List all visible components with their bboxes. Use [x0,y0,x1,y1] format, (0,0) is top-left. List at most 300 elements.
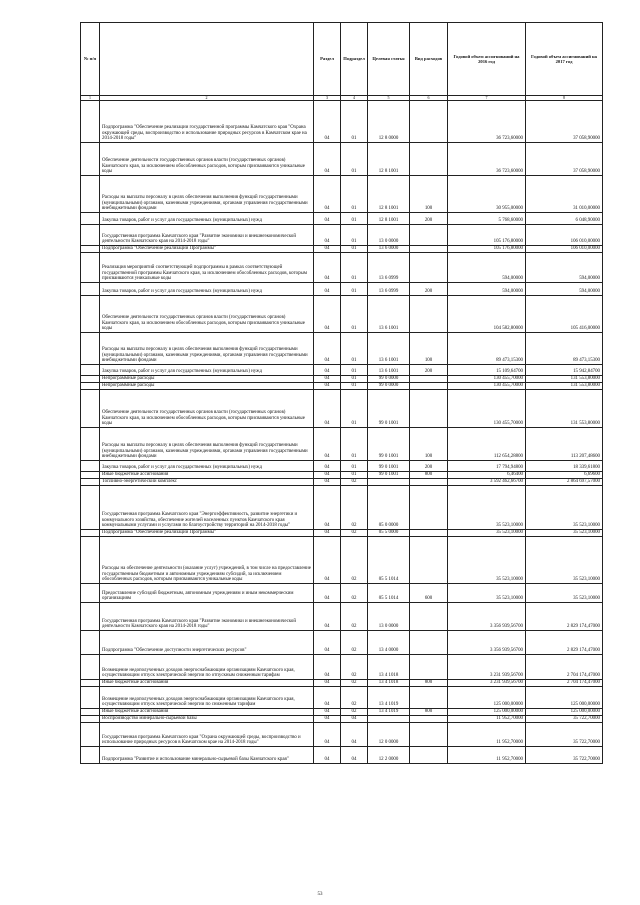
row-target: 05 5 1014 [368,537,410,584]
row-subsection: 02 [341,537,368,584]
row-num [81,143,100,176]
row-target [368,479,410,486]
row-amount-2016: 104 582,80000 [448,296,526,333]
table-row [81,723,603,747]
row-amount-2017: 89 473,15300 [526,333,603,365]
header-expense: Вид расходов [410,23,448,96]
row-expense [410,143,448,176]
row-amount-2016: 11 952,70000 [448,723,526,747]
row-section: 04 [314,225,341,246]
row-expense: 100 [410,428,448,461]
row-expense [410,479,448,486]
row-section: 04 [314,296,341,333]
row-subsection: 02 [341,530,368,537]
table-row [81,530,603,537]
row-amount-2017: 2 704 174,47000 [526,655,603,680]
row-amount-2017: 6 048,90000 [526,213,603,225]
row-name: Государственная программа Камчатского края "Охрана окружающей среды, воспроизводство и использование природных ресурсов в Камчатском крае на 2014-2018 годы" [100,723,314,747]
row-amount-2016: 3 231 939,56700 [448,680,526,687]
table-row [81,101,603,143]
table-row [81,283,603,296]
row-subsection: 01 [341,383,368,390]
row-amount-2017: 106 010,00000 [526,246,603,253]
row-section: 04 [314,687,341,709]
row-amount-2016: 6,46400 [448,472,526,479]
table-row [81,376,603,383]
table-row [81,603,603,631]
row-amount-2016: 594,00000 [448,253,526,283]
row-section: 04 [314,709,341,716]
row-amount-2016: 36 723,60000 [448,101,526,143]
row-section: 04 [314,584,341,603]
row-target: 13 4 0000 [368,631,410,655]
row-section: 04 [314,333,341,365]
row-amount-2017: 125 000,00000 [526,687,603,709]
table-body [81,101,603,764]
row-expense [410,253,448,283]
row-num [81,390,100,428]
row-subsection: 02 [341,584,368,603]
row-section: 04 [314,461,341,472]
row-amount-2017: 2 829 174,47000 [526,603,603,631]
row-subsection: 02 [341,709,368,716]
row-num [81,365,100,376]
row-subsection: 01 [341,101,368,143]
row-expense [410,486,448,530]
row-section: 04 [314,680,341,687]
row-subsection: 04 [341,747,368,764]
row-name: Топливно-энергетический комплекс [100,479,314,486]
table-row [81,747,603,764]
row-name: Обеспечение деятельности государственных органов власти (государственных органов) Камчатского края, за исключением обособленных расходов, которым присваиваются уникальные коды [100,390,314,428]
row-target: 12 8 1001 [368,143,410,176]
row-amount-2017: 37 058,90000 [526,101,603,143]
row-amount-2017: 2 829 174,47000 [526,631,603,655]
row-amount-2017: 105 416,00000 [526,296,603,333]
row-expense: 100 [410,176,448,213]
row-subsection: 04 [341,723,368,747]
header-2016: Годовой объем ассигнований на 2016 год [448,23,526,96]
table-row [81,365,603,376]
row-num [81,530,100,537]
row-subsection: 01 [341,390,368,428]
row-amount-2017: 6,69600 [526,472,603,479]
row-section: 04 [314,383,341,390]
row-subsection: 01 [341,225,368,246]
row-num [81,680,100,687]
row-name: Воспроизводство минерально-сырьевой базы [100,716,314,723]
colnum: 1 [81,96,100,101]
row-amount-2016: 130 455,70000 [448,383,526,390]
row-target: 13 4 1018 [368,655,410,680]
row-name: Государственная программа Камчатского края "Развитие экономики и внешнеэкономической деятельности Камчатского края на 2014-2018 годы" [100,225,314,246]
row-section: 04 [314,213,341,225]
table-row [81,472,603,479]
row-amount-2016: 105 176,80000 [448,246,526,253]
budget-table-page [80,22,602,764]
row-expense: 800 [410,472,448,479]
row-num [81,213,100,225]
row-num [81,486,100,530]
table-row [81,143,603,176]
row-expense [410,390,448,428]
budget-table [80,22,603,764]
row-section: 04 [314,486,341,530]
row-amount-2016: 105 176,80000 [448,225,526,246]
row-expense: 600 [410,584,448,603]
row-num [81,709,100,716]
page-number: 53 [317,892,323,897]
table-row [81,213,603,225]
row-expense [410,603,448,631]
row-amount-2016: 3 356 939,56700 [448,603,526,631]
row-name: Возмещение недополученных доходов энергоснабжающим организациям Камчатского края, осуществляющим отпуск электрической энергии по отпускным сниженным тарифам [100,655,314,680]
row-expense: 200 [410,213,448,225]
row-expense [410,530,448,537]
row-section: 04 [314,376,341,383]
row-amount-2017: 2 864 697,57000 [526,479,603,486]
row-amount-2017: 35 523,10000 [526,537,603,584]
row-expense: 200 [410,461,448,472]
table-row [81,176,603,213]
row-subsection: 02 [341,631,368,655]
row-amount-2016: 35 523,10000 [448,584,526,603]
table-row [81,246,603,253]
row-expense [410,101,448,143]
header-target: Целевая статья [368,23,410,96]
row-name: Подпрограмма "Обеспечение доступности энергетических ресурсов" [100,631,314,655]
header-row [81,23,603,96]
row-name: Иные бюджетные ассигнования [100,709,314,716]
table-row [81,383,603,390]
row-amount-2017: 131 553,80000 [526,383,603,390]
row-expense [410,225,448,246]
row-name: Возмещение недополученных доходов энергоснабжающим организациям Камчатского края, осуществляющим отпуск электрической энергии по сниженным тарифам [100,687,314,709]
row-amount-2017: 35 722,70000 [526,716,603,723]
row-num [81,461,100,472]
row-section: 04 [314,176,341,213]
row-section: 04 [314,631,341,655]
row-section: 04 [314,723,341,747]
row-num [81,603,100,631]
row-subsection: 01 [341,143,368,176]
row-amount-2017: 594,00000 [526,253,603,283]
row-amount-2016: 89 473,15300 [448,333,526,365]
row-amount-2017: 125 000,00000 [526,709,603,716]
row-amount-2016: 112 654,28800 [448,428,526,461]
row-name: Государственная программа Камчатского края "Энергоэффективность, развитие энергетики и коммунального хозяйства, обеспечение жителей населенных пунктов Камчатского края коммунальными услугами и услугами по благоустройству территорий на 2014-2018 годы" [100,486,314,530]
table-row [81,225,603,246]
table-row [81,461,603,472]
table-row [81,296,603,333]
row-name: Закупка товаров, работ и услуг для государственных (муниципальных) нужд [100,365,314,376]
row-target: 12 8 1001 [368,213,410,225]
row-num [81,428,100,461]
row-section: 04 [314,530,341,537]
row-amount-2016: 594,00000 [448,283,526,296]
row-amount-2017: 106 010,00000 [526,225,603,246]
row-subsection: 02 [341,479,368,486]
colnum: 7 [448,96,526,101]
row-amount-2017: 35 523,10000 [526,530,603,537]
row-num [81,655,100,680]
table-row [81,680,603,687]
row-target [368,716,410,723]
row-amount-2017: 35 523,10000 [526,584,603,603]
row-num [81,225,100,246]
table-row [81,631,603,655]
row-amount-2017: 594,00000 [526,283,603,296]
row-subsection: 02 [341,687,368,709]
row-target: 05 5 0000 [368,530,410,537]
row-amount-2017: 131 553,80000 [526,376,603,383]
row-target: 99 0 1001 [368,428,410,461]
row-amount-2016: 15 109,64700 [448,365,526,376]
row-amount-2017: 31 010,00000 [526,176,603,213]
row-amount-2016: 3 356 939,56700 [448,631,526,655]
table-row [81,486,603,530]
table-row [81,390,603,428]
colnum: 6 [410,96,448,101]
header-num: № п/п [81,23,100,96]
row-expense [410,687,448,709]
row-num [81,376,100,383]
row-amount-2017: 35 523,10000 [526,486,603,530]
row-target: 13 4 1018 [368,680,410,687]
row-expense [410,296,448,333]
table-row [81,709,603,716]
row-subsection: 02 [341,680,368,687]
row-name: Закупка товаров, работ и услуг для государственных (муниципальных) нужд [100,283,314,296]
row-name: Закупка товаров, работ и услуг для государственных (муниципальных) нужд [100,213,314,225]
row-section: 04 [314,428,341,461]
row-amount-2016: 11 952,70000 [448,716,526,723]
row-expense [410,376,448,383]
row-name: Непрограммные расходы [100,383,314,390]
row-amount-2017: 18 339,61800 [526,461,603,472]
row-amount-2016: 125 000,00000 [448,687,526,709]
row-amount-2016: 5 768,60000 [448,213,526,225]
row-expense: 100 [410,333,448,365]
row-target: 13 6 0999 [368,253,410,283]
row-amount-2017: 35 722,70000 [526,747,603,764]
row-name: Закупка товаров, работ и услуг для государственных (муниципальных) нужд [100,461,314,472]
row-subsection: 01 [341,333,368,365]
row-subsection: 01 [341,246,368,253]
row-amount-2016: 130 455,70000 [448,390,526,428]
row-target: 13 6 0000 [368,246,410,253]
row-amount-2017: 131 553,80000 [526,390,603,428]
row-num [81,472,100,479]
row-target: 99 0 0000 [368,383,410,390]
row-subsection: 01 [341,461,368,472]
row-amount-2016: 17 794,94800 [448,461,526,472]
row-expense [410,716,448,723]
row-num [81,716,100,723]
row-expense [410,383,448,390]
row-subsection: 04 [341,716,368,723]
row-name: Реализация мероприятий соответствующей подпрограммы в рамках соответствующей государственной программы Камчатского края, за исключением обособленных расходов, которым присваиваются уникальные коды [100,253,314,283]
row-target: 13 4 1019 [368,709,410,716]
colnum: 8 [526,96,603,101]
colnum: 5 [368,96,410,101]
row-num [81,537,100,584]
row-amount-2016: 130 455,70000 [448,376,526,383]
row-num [81,333,100,365]
row-subsection: 01 [341,176,368,213]
header-section: Раздел [314,23,341,96]
row-target: 12 8 0000 [368,101,410,143]
row-subsection: 01 [341,213,368,225]
row-num [81,383,100,390]
row-name: Расходы на выплаты персоналу в целях обеспечения выполнения функций государственными (муниципальными) органами, казенными учреждениями, органами управления государственными внебюджетными фондами [100,176,314,213]
row-name: Подпрограмма "Обеспечение реализации Программы" [100,246,314,253]
row-num [81,283,100,296]
row-subsection: 02 [341,486,368,530]
row-section: 04 [314,253,341,283]
row-expense [410,747,448,764]
row-amount-2016: 125 000,00000 [448,709,526,716]
row-name: Обеспечение деятельности государственных органов власти (государственных органов) Камчатского края, за исключением обособленных расходов, которым присваиваются уникальные коды [100,296,314,333]
row-amount-2017: 37 058,90000 [526,143,603,176]
row-target: 13 6 1001 [368,333,410,365]
row-section: 04 [314,479,341,486]
row-subsection: 01 [341,253,368,283]
row-amount-2017: 35 722,70000 [526,723,603,747]
row-num [81,246,100,253]
header-name [100,23,314,96]
row-section: 04 [314,716,341,723]
row-section: 04 [314,143,341,176]
row-num [81,479,100,486]
row-subsection: 01 [341,472,368,479]
row-target: 99 0 1001 [368,461,410,472]
row-amount-2016: 30 955,00000 [448,176,526,213]
row-num [81,176,100,213]
row-section: 04 [314,472,341,479]
row-amount-2016: 35 523,10000 [448,486,526,530]
row-num [81,723,100,747]
row-num [81,101,100,143]
row-section: 04 [314,747,341,764]
row-target: 12 8 1001 [368,176,410,213]
row-num [81,687,100,709]
row-section: 04 [314,283,341,296]
row-section: 04 [314,390,341,428]
row-expense [410,246,448,253]
row-section: 04 [314,246,341,253]
row-target: 13 6 1001 [368,365,410,376]
row-expense: 800 [410,680,448,687]
row-target: 99 0 0000 [368,376,410,383]
row-name: Предоставление субсидий бюджетным, автономным учреждениям и иным некоммерческим организациям [100,584,314,603]
row-amount-2017: 2 704 174,47000 [526,680,603,687]
row-target: 12 0 0000 [368,723,410,747]
row-amount-2017: 15 942,84700 [526,365,603,376]
row-name: Иные бюджетные ассигнования [100,680,314,687]
row-subsection: 01 [341,428,368,461]
row-amount-2016: 3 231 939,56700 [448,655,526,680]
row-section: 04 [314,537,341,584]
row-expense [410,655,448,680]
row-target: 12 2 0000 [368,747,410,764]
row-target: 99 0 1001 [368,472,410,479]
row-target: 13 0 0000 [368,603,410,631]
row-expense [410,723,448,747]
row-section: 04 [314,365,341,376]
row-section: 04 [314,603,341,631]
row-num [81,631,100,655]
row-num [81,747,100,764]
row-expense [410,537,448,584]
row-num [81,296,100,333]
row-name: Обеспечение деятельности государственных органов власти (государственных органов) Камчатского края, за исключением обособленных расходов, которым присваиваются уникальные коды [100,143,314,176]
row-section: 04 [314,655,341,680]
table-row [81,333,603,365]
row-amount-2016: 3 592 462,66700 [448,479,526,486]
row-subsection: 01 [341,365,368,376]
table-row [81,687,603,709]
table-row [81,655,603,680]
row-section: 04 [314,101,341,143]
header-subsection: Подраздел [341,23,368,96]
colnum: 3 [314,96,341,101]
row-target: 13 6 1001 [368,296,410,333]
row-amount-2016: 36 723,60000 [448,143,526,176]
row-target: 05 5 1014 [368,584,410,603]
row-subsection: 02 [341,603,368,631]
header-2017: Годовой объем ассигнований на 2017 год [526,23,603,96]
row-expense: 200 [410,365,448,376]
row-amount-2016: 35 523,10000 [448,530,526,537]
row-subsection: 01 [341,283,368,296]
row-amount-2017: 113 207,48600 [526,428,603,461]
row-num [81,584,100,603]
row-name: Иные бюджетные ассигнования [100,472,314,479]
row-subsection: 01 [341,376,368,383]
row-expense [410,631,448,655]
row-name: Расходы на выплаты персоналу в целях обеспечения выполнения функций государственными (муниципальными) органами, казенными учреждениями, органами управления государственными внебюджетными фондами [100,428,314,461]
row-name: Расходы на обеспечение деятельности (оказание услуг) учреждений, в том числе на предоставление государственным бюджетным и автономным учреждениям субсидий, за исключением обособленных расходов, которым присваиваются уникальные коды [100,537,314,584]
row-name: Подпрограмма "Развитие и использование минерально-сырьевой базы Камчатского края" [100,747,314,764]
row-name: Непрограммные расходы [100,376,314,383]
row-target: 13 4 1019 [368,687,410,709]
row-target: 05 0 0000 [368,486,410,530]
colnum: 2 [100,96,314,101]
table-row [81,253,603,283]
table-row [81,428,603,461]
table-row [81,537,603,584]
row-expense: 800 [410,709,448,716]
row-amount-2016: 11 952,70000 [448,747,526,764]
row-name: Подпрограмма "Обеспечение реализации государственной программы Камчатского края "Охрана окружающей среды, воспроизводство и использование природных ресурсов в Камчатском крае на 2014-2018 годы" [100,101,314,143]
row-name: Подпрограмма "Обеспечение реализации Программы" [100,530,314,537]
row-amount-2016: 35 523,10000 [448,537,526,584]
table-row [81,584,603,603]
table-row [81,716,603,723]
colnum: 4 [341,96,368,101]
row-subsection: 01 [341,296,368,333]
row-subsection: 02 [341,655,368,680]
row-expense: 200 [410,283,448,296]
row-name: Государственная программа Камчатского края "Развитие экономики и внешнеэкономической деятельности Камчатского края на 2014-2018 годы" [100,603,314,631]
row-target: 13 0 0000 [368,225,410,246]
row-target: 99 0 1001 [368,390,410,428]
table-row [81,479,603,486]
row-name: Расходы на выплаты персоналу в целях обеспечения выполнения функций государственными (муниципальными) органами, казенными учреждениями, органами управления государственными внебюджетными фондами [100,333,314,365]
row-target: 13 6 0999 [368,283,410,296]
row-num [81,253,100,283]
